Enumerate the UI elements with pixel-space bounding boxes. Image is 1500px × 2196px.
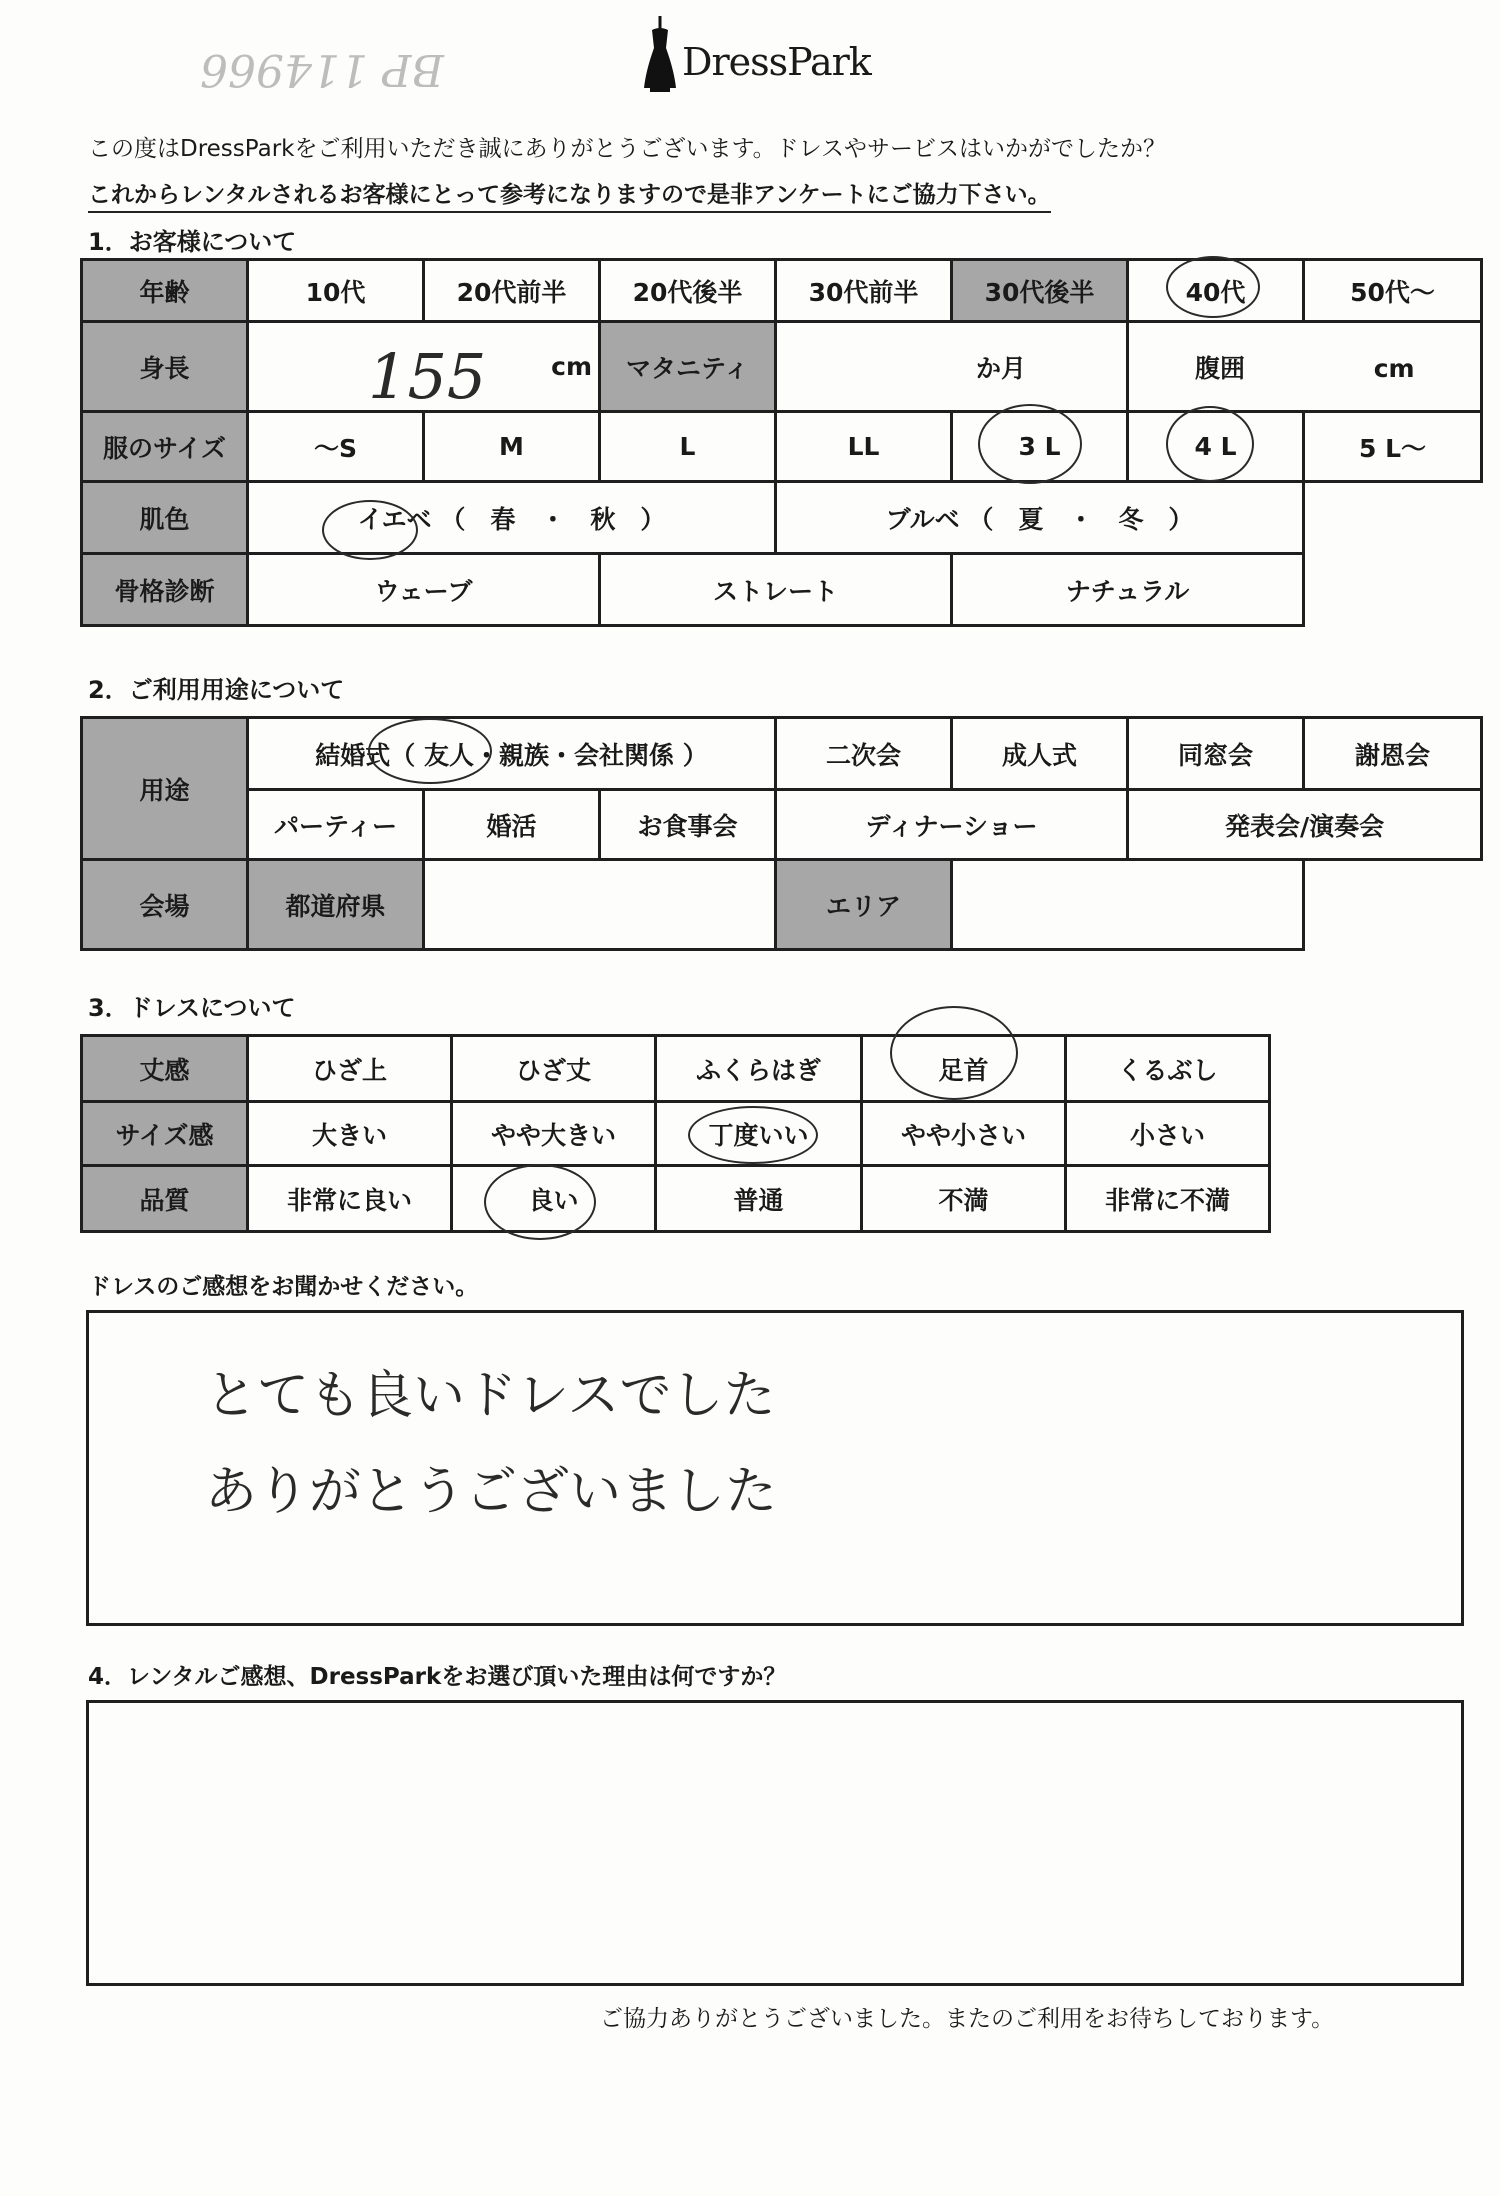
prefecture-field[interactable]: [424, 860, 776, 950]
fit-option[interactable]: 丁度いい: [656, 1102, 862, 1166]
fit-option[interactable]: 小さい: [1066, 1102, 1270, 1166]
empty-cell: [1304, 554, 1482, 626]
age-option[interactable]: 10代: [248, 260, 424, 322]
customer-table: [80, 258, 1483, 627]
quality-option[interactable]: 普通: [656, 1166, 862, 1232]
skeleton-option[interactable]: ナチュラル: [952, 554, 1304, 626]
empty-cell: [1304, 482, 1482, 554]
empty-cell: [1304, 860, 1482, 950]
size-option[interactable]: 4 L: [1128, 412, 1304, 482]
size-option[interactable]: M: [424, 412, 600, 482]
maternity-label: マタニティ: [600, 322, 776, 412]
age-option[interactable]: 30代前半: [776, 260, 952, 322]
skeleton-label: 骨格診断: [82, 554, 248, 626]
purpose-option[interactable]: 同窓会: [1128, 718, 1304, 790]
circle-mark: [890, 1006, 1018, 1100]
purpose-option[interactable]: 発表会/演奏会: [1128, 790, 1482, 860]
length-option[interactable]: くるぶし: [1066, 1036, 1270, 1102]
quality-label: 品質: [82, 1166, 248, 1232]
purpose-table: [80, 716, 1483, 951]
size-option[interactable]: LL: [776, 412, 952, 482]
dress-table: [80, 1034, 1271, 1233]
blue-base: ブルベ: [885, 504, 960, 534]
purpose-option[interactable]: 謝恩会: [1304, 718, 1482, 790]
size-option[interactable]: 5 L～: [1304, 412, 1482, 482]
skeleton-option[interactable]: ウェーブ: [248, 554, 600, 626]
length-option[interactable]: ひざ上: [248, 1036, 452, 1102]
circle-mark: [1166, 256, 1260, 318]
yellow-base: イエベ: [357, 504, 432, 534]
maternity-field[interactable]: [776, 322, 1128, 412]
yellow-seasons: （ 春 ・ 秋 ）: [440, 504, 666, 534]
intro-text: この度はDressParkをご利用いただき誠にありがとうございます。ドレスやサービスはいかがでしたか？: [88, 136, 1166, 162]
comment-title: ドレスのご感想をお聞かせください。: [88, 1274, 479, 1300]
handwritten-comment: とても良いドレスでした: [205, 1366, 776, 1426]
venue-label: 会場: [82, 860, 248, 950]
age-option[interactable]: 20代前半: [424, 260, 600, 322]
circle-mark: [368, 718, 492, 784]
handwritten-height: 155: [368, 340, 487, 413]
area-field[interactable]: [952, 860, 1304, 950]
maternity-unit: か月: [975, 353, 1026, 383]
handwritten-note: BP 114966: [200, 44, 444, 95]
intro-request: これからレンタルされるお客様にとって参考になりますので是非アンケートにご協力下さい。: [88, 176, 1051, 213]
brand-logo: [640, 14, 900, 94]
section2-title: 2．ご利用用途について: [88, 676, 345, 704]
age-option[interactable]: 50代～: [1304, 260, 1482, 322]
purpose-option[interactable]: 二次会: [776, 718, 952, 790]
length-label: 丈感: [82, 1036, 248, 1102]
size-option[interactable]: ～S: [248, 412, 424, 482]
purpose-option[interactable]: 成人式: [952, 718, 1128, 790]
quality-option[interactable]: 良い: [452, 1166, 656, 1232]
prefecture-label: 都道府県: [248, 860, 424, 950]
quality-option[interactable]: 不満: [862, 1166, 1066, 1232]
purpose-option[interactable]: お食事会: [600, 790, 776, 860]
reason-box[interactable]: [86, 1700, 1464, 1986]
fit-option[interactable]: やや小さい: [862, 1102, 1066, 1166]
circle-mark: [322, 500, 418, 560]
waist-field[interactable]: [1128, 322, 1482, 412]
age-option[interactable]: 40代: [1128, 260, 1304, 322]
skin-label: 肌色: [82, 482, 248, 554]
purpose-option[interactable]: パーティー: [248, 790, 424, 860]
circle-mark: [484, 1164, 596, 1240]
age-label: 年齢: [82, 260, 248, 322]
fit-option[interactable]: やや大きい: [452, 1102, 656, 1166]
waist-unit: cm: [1373, 353, 1415, 383]
height-unit: cm: [551, 352, 592, 381]
section1-title: 1．お客様について: [88, 228, 297, 256]
skin-blue-option[interactable]: [776, 482, 1304, 554]
length-option[interactable]: 足首: [862, 1036, 1066, 1102]
age-option[interactable]: 20代後半: [600, 260, 776, 322]
footer-text: ご協力ありがとうございました。またのご利用をお待ちしております。: [600, 2006, 1335, 2032]
fit-label: サイズ感: [82, 1102, 248, 1166]
section4-title: 4．レンタルご感想、DressParkをお選び頂いた理由は何ですか？: [88, 1664, 787, 1690]
size-label: 服のサイズ: [82, 412, 248, 482]
fit-option[interactable]: 大きい: [248, 1102, 452, 1166]
length-option[interactable]: ふくらはぎ: [656, 1036, 862, 1102]
quality-option[interactable]: 非常に不満: [1066, 1166, 1270, 1232]
waist-label: 腹囲: [1195, 353, 1246, 383]
circle-mark: [688, 1106, 818, 1164]
handwritten-comment: ありがとうございました: [205, 1462, 778, 1522]
section3-title: 3．ドレスについて: [88, 994, 296, 1022]
brand-name: DressPark: [682, 40, 871, 84]
height-label: 身長: [82, 322, 248, 412]
blue-seasons: （ 夏 ・ 冬 ）: [968, 504, 1194, 534]
skeleton-option[interactable]: ストレート: [600, 554, 952, 626]
area-label: エリア: [776, 860, 952, 950]
length-option[interactable]: ひざ丈: [452, 1036, 656, 1102]
circle-mark: [1166, 406, 1254, 482]
size-option[interactable]: 3 L: [952, 412, 1128, 482]
purpose-option[interactable]: 婚活: [424, 790, 600, 860]
comment-box[interactable]: [86, 1310, 1464, 1626]
purpose-option[interactable]: ディナーショー: [776, 790, 1128, 860]
dress-icon: [640, 14, 680, 94]
quality-option[interactable]: 非常に良い: [248, 1166, 452, 1232]
age-option[interactable]: 30代後半: [952, 260, 1128, 322]
purpose-label: 用途: [82, 718, 248, 860]
circle-mark: [978, 404, 1082, 484]
size-option[interactable]: L: [600, 412, 776, 482]
purpose-option[interactable]: 結婚式（ 友人・親族・会社関係 ）: [248, 718, 776, 790]
